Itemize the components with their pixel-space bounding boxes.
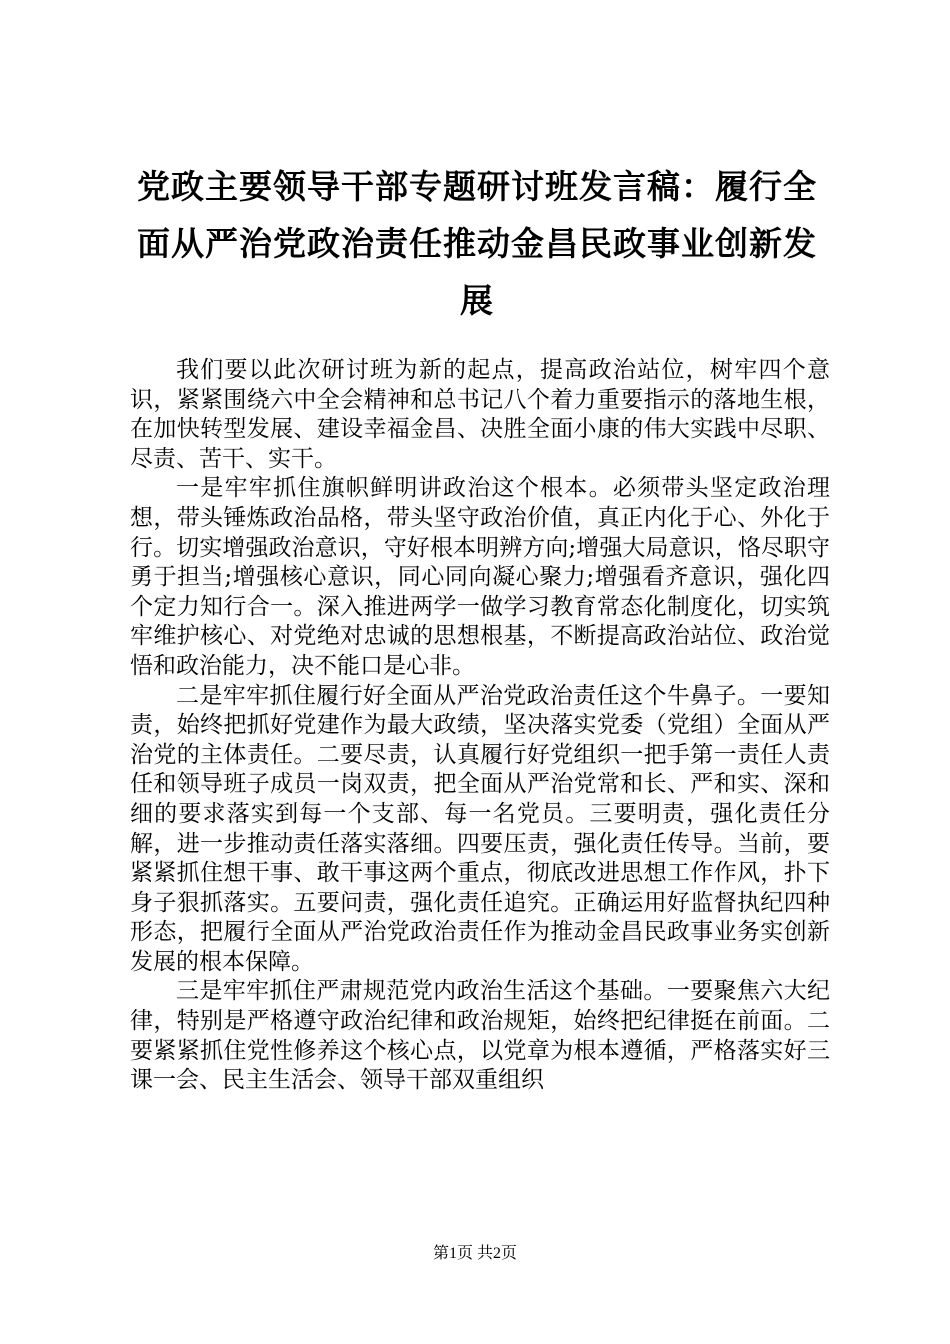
paragraph-intro: 我们要以此次研讨班为新的起点，提高政治站位，树牢四个意识，紧紧围绕六中全会精神和总书记八个着力重要指示的落地生根，在加快转型发展、建设幸福金昌、决胜全面小康的伟大实践中尽职、尽责、苦干、实干。 <box>130 357 830 472</box>
page-number-footer: 第1页 共2页 <box>432 1245 517 1262</box>
document-title: 党政主要领导干部专题研讨班发言稿：履行全面从严治党政治责任推动金昌民政事业创新发展 <box>137 167 817 320</box>
paragraph-point-one: 一是牢牢抓住旗帜鲜明讲政治这个根本。必须带头坚定政治理想，带头锤炼政治品格，带头坚守政治价值，真正内化于心、外化于行。切实增强政治意识，守好根本明辨方向;增强大局意识，恪尽职守勇于担当;增强核心意识，同心同向凝心聚力;增强看齐意识，强化四个定力知行合一。深入推进两学一做学习教育常态化制度化，切实筑牢维护核心、对党绝对忠诚的思想根基，不断提高政治站位、政治觉悟和政治能力，决不能口是心非。 <box>130 475 830 679</box>
document-body <box>130 356 830 1096</box>
paragraph-point-two: 二是牢牢抓住履行好全面从严治党政治责任这个牛鼻子。一要知责，始终把抓好党建作为最大政绩，坚决落实党委（党组）全面从严治党的主体责任。二要尽责，认真履行好党组织一把手第一责任人责任和领导班子成员一岗双责，把全面从严治党常和长、严和实、深和细的要求落实到每一个支部、每一名党员。三要明责，强化责任分解，进一步推动责任落实落细。四要压责，强化责任传导。当前，要紧紧抓住想干事、敢干事这两个重点，彻底改进思想工作作风，扑下身子狠抓落实。五要问责，强化责任追究。正确运用好监督执纪四种形态，把履行全面从严治党政治责任作为推动金昌民政事业务实创新发展的根本保障。 <box>130 682 830 975</box>
paragraph-point-three: 三是牢牢抓住严肃规范党内政治生活这个基础。一要聚焦六大纪律，特别是严格遵守政治纪律和政治规矩，始终把纪律挺在前面。二要紧紧抓住党性修养这个核心点，以党章为根本遵循，严格落实好三课一会、民主生活会、领导干部双重组织 <box>130 978 830 1094</box>
